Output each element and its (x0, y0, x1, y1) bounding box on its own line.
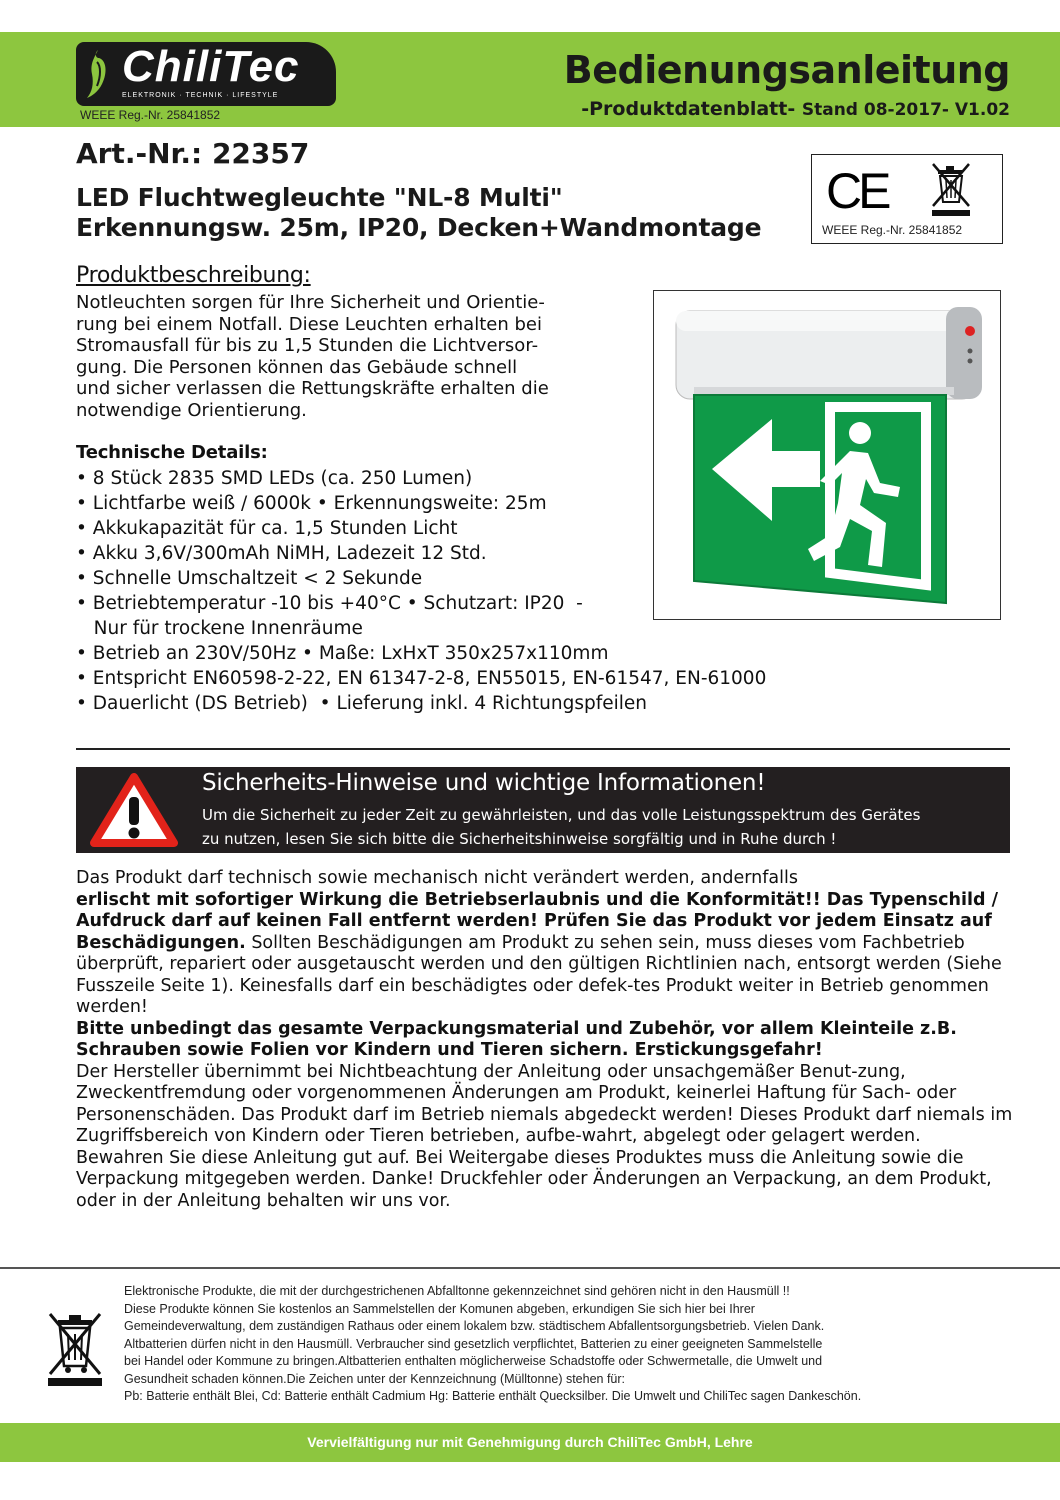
safety-body (76, 868, 1016, 1212)
body-p2-bold: Bitte unbedingt das gesamte Verpackungsmaterial und Zubehör, vor allem Kleinteile z.B. Schrauben sowie Folien vor Kindern und Tieren sichern. Erstickungsgefahr! (76, 1018, 957, 1060)
tech-item: • Schnelle Umschaltzeit < 2 Sekunde (76, 568, 423, 589)
tech-item: • Betriebtemperatur -10 bis +40°C • Schutzart: IP20 - (76, 593, 583, 614)
body-p3: Der Hersteller übernimmt bei Nichtbeachtung der Anleitung oder unsachgemäßer Benut-zung, Zweckentfremdung oder vorgenommenen Änderungen am Produkt, keinerlei Haftung für Sach- oder Personenschäden. Das Produkt darf im Betrieb niemals abgedeckt werden! Dieses Produkt darf niemals im Zugriffsbereich von Kindern oder Tieren betrieben, aufbe-wahrt, abgelegt oder gelagert werden. (76, 1061, 1013, 1146)
tech-item: Nur für trockene Innenräume (76, 618, 363, 639)
tech-item: • Entspricht EN60598-2-22, EN 61347-2-8, EN55015, EN-61547, EN-61000 (76, 668, 767, 689)
ce-mark: CE (826, 163, 888, 219)
tech-list (76, 466, 766, 716)
footer-text: Vervielfältigung nur mit Genehmigung durch ChiliTec GmbH, Lehre (307, 1434, 753, 1450)
subtitle-stand: Stand 08-2017- V1.02 (801, 100, 1010, 120)
safety-title: Sicherheits-Hinweise und wichtige Informationen! (202, 770, 766, 796)
warning-triangle-icon (90, 773, 178, 847)
body-p1-rest: Sollten Beschädigungen am Produkt zu sehen sein, muss dieses vom Fachbetrieb überprüft, repariert oder ausgetauscht werden und den gültigen Richtlinien nach, entsorgt werden (Siehe Fusszeile Seite 1). Keinesfalls darf ein beschädigtes oder defek-tes Produkt weiter in Betrieb genommen werden! (76, 932, 1002, 1017)
tech-item: • Akku 3,6V/300mAh NiMH, Ladezeit 12 Std. (76, 543, 487, 564)
divider (76, 748, 1010, 750)
tech-item: • Akkukapazität für ca. 1,5 Stunden Licht (76, 518, 458, 539)
description-heading: Produktbeschreibung: (76, 263, 311, 288)
document-title: Bedienungsanleitung (563, 48, 1010, 92)
weee-registration: WEEE Reg.-Nr. 25841852 (80, 108, 221, 122)
footer-divider (0, 1267, 1060, 1269)
safety-text: Um die Sicherheit zu jeder Zeit zu gewährleisten, und das volle Leistungsspektrum des Gerätes zu nutzen, lesen Sie sich bitte die Sicherheitshinweise sorgfältig und in Ruhe durch ! (202, 806, 921, 848)
chili-icon (84, 48, 110, 100)
cert-weee-registration: WEEE Reg.-Nr. 25841852 (822, 223, 963, 237)
tech-item: • Betrieb an 230V/50Hz • Maße: LxHxT 350x257x110mm (76, 643, 609, 664)
tech-item: • Lichtfarbe weiß / 6000k • Erkennungsweite: 25m (76, 493, 547, 514)
description-text: Notleuchten sorgen für Ihre Sicherheit und Orientie- rung bei einem Notfall. Diese Leuchten erhalten bei Stromausfall für bis zu 1,5 Stunden die Lichtversor- gung. Die Personen können das Gebäude schnell und sicher verlassen die Rettungskräfte erhalten die notwendige Orientierung. (76, 292, 549, 421)
tech-item: • 8 Stück 2835 SMD LEDs (ca. 250 Lumen) (76, 468, 473, 489)
product-name-line1: LED Fluchtwegleuchte "NL-8 Multi" (76, 183, 563, 212)
logo-subtitle: ELEKTRONIK · TECHNIK · LIFESTYLE (122, 92, 279, 99)
article-number: Art.-Nr.: 22357 (76, 137, 310, 170)
subtitle-main: -Produktdatenblatt- (581, 98, 796, 120)
crossed-bin-icon (930, 160, 972, 218)
body-p4: Bewahren Sie diese Anleitung gut auf. Bei Weitergabe dieses Produktes muss die Anleitung sowie die Verpackung mitgegeben werden. Danke! Druckfehler oder Änderungen an Verpackung, an dem Produkt, oder in der Anleitung behalten wir uns vor. (76, 1147, 992, 1211)
product-name-line2: Erkennungsw. 25m, IP20, Decken+Wandmontage (76, 213, 762, 242)
product-name (76, 183, 761, 243)
body-p1-normal: Das Produkt darf technisch sowie mechanisch nicht verändert werden, andernfalls (76, 868, 798, 888)
body-p1-bold: erlischt mit sofortiger Wirkung die Betriebserlaubnis und die Konformität!! Das Typenschild / Aufdruck darf auf keinen Fall entfernt werden! Prüfen Sie das Produkt vor jedem Einsatz auf Beschädigungen. (76, 889, 999, 953)
logo-text: ChiliTec (122, 42, 300, 91)
disposal-text: Elektronische Produkte, die mit der durchgestrichenen Abfalltonne gekennzeichnet sind gehören nicht in den Hausmüll !! Diese Produkte können Sie kostenlos an Sammelstellen der Komunen abgeben, erkundigen Sie sich hier bei Ihrer Gemeindeverwaltung, dem zuständigen Rathaus oder einem lokalem bzw. städtischem Abfallentsorgungsbetrieb. Vielen Dank. Altbatterien dürfen nicht in den Hausmüll. Verbraucher sind gesetzlich verpflichtet, Batterien zu einer geeigneten Sammelstelle bei Handel oder Kommune zu bringen.Altbatterien enthalten möglicherweise Schadstoffe oder Schwermetalle, die Umwelt und Gesundheit schaden können.Die Zeichen unter der Kennzeichnung (Mülltonne) stehen für: Pb: Batterie enthält Blei, Cd: Batterie enthält Cadmium Hg: Batterie enthält Quecksilber. Die Umwelt und ChiliTec sagen Dankeschön. (124, 1284, 862, 1403)
tech-heading: Technische Details: (76, 442, 268, 463)
document-subtitle (581, 98, 1010, 120)
crossed-bin-icon (46, 1308, 104, 1388)
tech-item: • Dauerlicht (DS Betrieb) • Lieferung inkl. 4 Richtungspfeilen (76, 693, 647, 714)
